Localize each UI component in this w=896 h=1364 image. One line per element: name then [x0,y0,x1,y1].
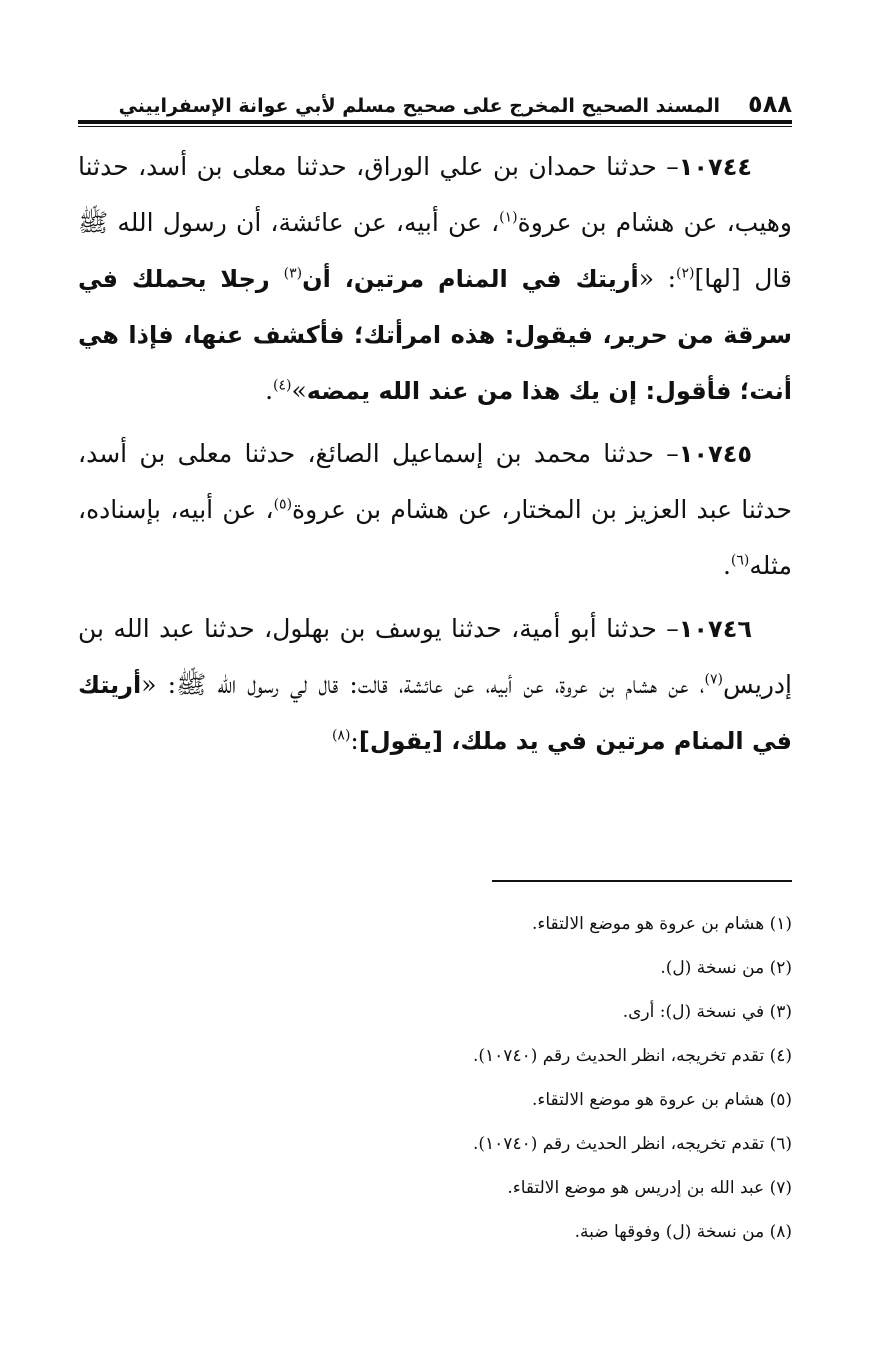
footnote-ref: (٤) [273,377,292,394]
footnotes [78,902,792,1254]
footnote-3: (٣) في نسخة (ل): أرى. [622,1002,792,1022]
footnote-separator [492,880,792,882]
hadith-text: : « [638,264,676,293]
hadith-matn-bold: أريتك في المنام مرتين في يد ملك، [يقول] [78,671,792,755]
footnote-ref: (٣) [283,265,303,282]
hadith-10744 [78,139,792,419]
hadith-dash: – [666,614,679,643]
hadith-text: ، عن أبيه، عن عائشة، أن رسول الله ﷺ قال [لها] [78,208,792,293]
hadith-text: حدثنا أبو أمية، حدثنا يوسف بن بهلول، حدثنا عبد الله بن إدريس [78,614,792,699]
page-number: ٥٨٨ [748,90,792,118]
hadith-10746 [78,601,792,769]
footnote-4: (٤) تقدم تخريجه، انظر الحديث رقم (١٠٧٤٠). [473,1046,792,1066]
main-text [78,139,792,769]
hadith-matn-bold: أريتك في المنام مرتين، أن [302,265,639,293]
hadith-number: ١٠٧٤٥ [678,440,752,468]
footnote-5: (٥) هشام بن عروة هو موضع الالتقاء. [531,1090,792,1110]
footnote-ref: (٦) [730,552,750,569]
hadith-text: : [350,726,359,755]
hadith-text: حدثنا حمدان بن علي الوراق، حدثنا معلى بن أسد، حدثنا وهيب، عن هشام بن عروة [78,152,792,237]
hadith-text: . [265,376,274,405]
footnote-8: (٨) من نسخة (ل) وفوقها ضبة. [574,1222,792,1242]
hadith-number: ١٠٧٤٦ [678,615,752,643]
hadith-dash: – [666,439,679,468]
footnote-ref: (٧) [704,671,724,688]
book-page [78,84,793,1242]
hadith-text: ، عن أبيه، بإسناده، مثله [78,495,792,580]
footnote-2: (٢) من نسخة (ل). [660,958,792,978]
hadith-number: ١٠٧٤٤ [678,153,752,181]
hadith-text: ، عن هشام بن عروة، عن أبيه، عن عائشة، قالت: قال لي رسول الله ﷺ: « [141,670,705,699]
hadith-text: حدثنا محمد بن إسماعيل الصائغ، حدثنا معلى بن أسد، حدثنا عبد العزيز بن المختار، عن هشام بن عروة [78,439,793,524]
footnote-ref: (١) [499,209,518,226]
header-rule-thick [78,120,792,124]
footnote-ref: (٨) [331,727,351,744]
hadith-text: . [722,551,731,580]
hadith-text: » [291,376,307,405]
footnote-1: (١) هشام بن عروة هو موضع الالتقاء. [531,914,792,934]
page-header [78,84,792,116]
header-rule-thin [78,126,792,127]
footnote-7: (٧) عبد الله بن إدريس هو موضع الالتقاء. [507,1178,792,1198]
footnote-6: (٦) تقدم تخريجه، انظر الحديث رقم (١٠٧٤٠). [473,1134,792,1154]
hadith-matn-bold: رجلا يحملك في سرقة من حرير، فيقول: هذه امرأتك؛ فأكشف عنها، فإذا هي أنت؛ فأقول: إن يك هذا من عند الله يمضه [78,265,792,405]
hadith-10745 [78,426,792,594]
footnote-ref: (٥) [273,496,293,513]
footnote-ref: (٢) [676,265,695,282]
hadith-dash: – [666,152,679,181]
running-title: المسند الصحيح المخرج على صحيح مسلم لأبي عوانة الإسفراييني [118,95,721,117]
